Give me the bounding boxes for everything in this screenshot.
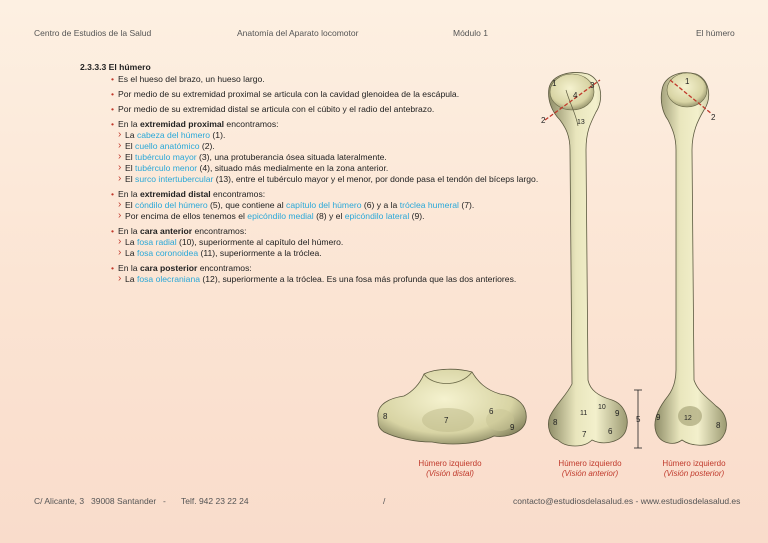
sub-item: › La fosa coronoidea (11), superiormente a la tróclea.: [118, 248, 550, 259]
footer-slash: /: [383, 496, 386, 506]
term-highlight: fosa coronoidea: [136, 248, 199, 258]
anterior-label-11: 11: [580, 410, 588, 417]
term-highlight: tróclea humeral: [399, 200, 459, 210]
anterior-label-7: 7: [582, 430, 587, 439]
anterior-label-5: 5: [636, 415, 641, 424]
anterior-label-10: 10: [598, 404, 606, 411]
caption-title: Húmero izquierdo: [662, 459, 726, 468]
footer-phone: Telf. 942 23 22 24: [181, 496, 249, 506]
sub-item: › El cuello anatómico (2).: [118, 141, 550, 152]
bullet-text: Es el hueso del brazo, un hueso largo.: [118, 74, 265, 84]
term-highlight: surco intertubercular: [135, 174, 214, 184]
sub-item: › El cóndilo del húmero (5), que contiene al capítulo del húmero (6) y a la tróclea humeral (7).: [118, 200, 550, 211]
sub-item: › La fosa radial (10), superiormente al capítulo del húmero.: [118, 237, 550, 248]
term-highlight: tubérculo menor: [135, 163, 198, 173]
caption-view: (Visión anterior): [561, 469, 619, 478]
anterior-label-4: 4: [573, 91, 578, 100]
anterior-label-8: 8: [553, 418, 558, 427]
caption-title: Húmero izquierdo: [558, 459, 622, 468]
bullet-bold: cara anterior: [139, 226, 193, 236]
anterior-label-1: 1: [552, 79, 557, 88]
bullet-bold: extremidad proximal: [139, 119, 225, 129]
distal-label-8: 8: [383, 412, 388, 421]
caption-view: (Visión posterior): [663, 469, 725, 478]
humerus-distal-view: [378, 369, 526, 444]
posterior-bone-shape: [655, 73, 726, 445]
bullet-text: En la: [118, 119, 140, 129]
posterior-label-8: 8: [716, 421, 721, 430]
term-highlight: fosa radial: [136, 237, 177, 247]
caption-title: Húmero izquierdo: [418, 459, 482, 468]
term-highlight: fosa olecraniana: [136, 274, 201, 284]
section-title: 2.3.3.3 El húmero: [80, 62, 151, 72]
list-item: • En la cara anterior encontramos: › La fosa radial (10), superiormente al capítulo del húmero. › La fosa coronoidea (11), superiormente a la tróclea.: [80, 226, 550, 259]
distal-label-9: 9: [510, 423, 515, 432]
term-highlight: cabeza del húmero: [136, 130, 211, 140]
caption-posterior: [652, 459, 736, 479]
bullet-text: encontramos:: [224, 119, 279, 129]
sub-item: › El surco intertubercular (13), entre el tubérculo mayor y el menor, por donde pasa el tendón del bíceps largo.: [118, 174, 550, 185]
footer-address: C/ Alicante, 3: [34, 496, 85, 506]
sub-item: › El tubérculo menor (4), situado más medialmente en la zona anterior.: [118, 163, 550, 174]
posterior-label-12: 12: [684, 415, 692, 422]
term-highlight: epicóndilo lateral: [344, 211, 410, 221]
anterior-bone-shape: [548, 73, 627, 446]
caption-anterior: [548, 459, 632, 479]
bullet-bold: extremidad distal: [139, 189, 211, 199]
term-highlight: cuello anatómico: [135, 141, 200, 151]
header-institution: Centro de Estudios de la Salud: [34, 28, 152, 38]
bullet-bold: cara posterior: [139, 263, 198, 273]
bullet-text: Por medio de su extremidad proximal se articula con la cavidad glenoidea de la escápula.: [118, 89, 460, 99]
sub-item: › Por encima de ellos tenemos el epicóndilo medial (8) y el epicóndilo lateral (9).: [118, 211, 550, 222]
anterior-label-6: 6: [608, 427, 613, 436]
anterior-label-3: 3: [590, 81, 595, 90]
sub-item: › La cabeza del húmero (1).: [118, 130, 550, 141]
term-highlight: cóndilo del húmero: [135, 200, 208, 210]
posterior-label-1: 1: [685, 77, 690, 86]
distal-label-7: 7: [444, 416, 449, 425]
header-course: Anatomía del Aparato locomotor: [237, 28, 359, 38]
posterior-label-2: 2: [711, 113, 716, 122]
header-topic: El húmero: [696, 28, 735, 38]
list-item: • En la cara posterior encontramos: › La fosa olecraniana (12), superiormente a la tróclea. Es una fosa más profunda que las dos anteriores.: [80, 263, 550, 285]
humerus-anterior-view: [541, 73, 642, 448]
term-highlight: epicóndilo medial: [247, 211, 314, 221]
footer-contact-link[interactable]: contacto@estudiosdelasalud.es - www.estudiosdelasalud.es: [513, 496, 741, 506]
anterior-label-13: 13: [577, 119, 585, 126]
caption-view: (Visión distal): [426, 469, 474, 478]
header-module: Módulo 1: [453, 28, 488, 38]
anterior-label-9: 9: [615, 409, 620, 418]
footer-separator: -: [163, 496, 166, 506]
footer-city: 39008 Santander: [91, 496, 157, 506]
term-highlight: capítulo del húmero: [286, 200, 362, 210]
distal-label-6: 6: [489, 407, 494, 416]
caption-distal: [408, 459, 492, 479]
humerus-posterior-view: [655, 73, 726, 445]
sub-item: › El tubérculo mayor (3), una protuberancia ósea situada lateralmente.: [118, 152, 550, 163]
list-item: • En la extremidad distal encontramos: › El cóndilo del húmero (5), que contiene al capítulo del húmero (6) y a la tróclea humeral (7). › Por encima de ellos tenemos el epicóndilo medial (8) y el epicóndilo lateral (9).: [80, 189, 550, 222]
term-highlight: tubérculo mayor: [135, 152, 197, 162]
bullet-text: Por medio de su extremidad distal se articula con el cúbito y el radio del antebrazo.: [118, 104, 435, 114]
sub-item: › La fosa olecraniana (12), superiormente a la tróclea. Es una fosa más profunda que las dos anteriores.: [118, 274, 550, 285]
posterior-label-9: 9: [656, 413, 661, 422]
distal-bone-shape: [378, 369, 526, 444]
anterior-label-2: 2: [541, 116, 546, 125]
